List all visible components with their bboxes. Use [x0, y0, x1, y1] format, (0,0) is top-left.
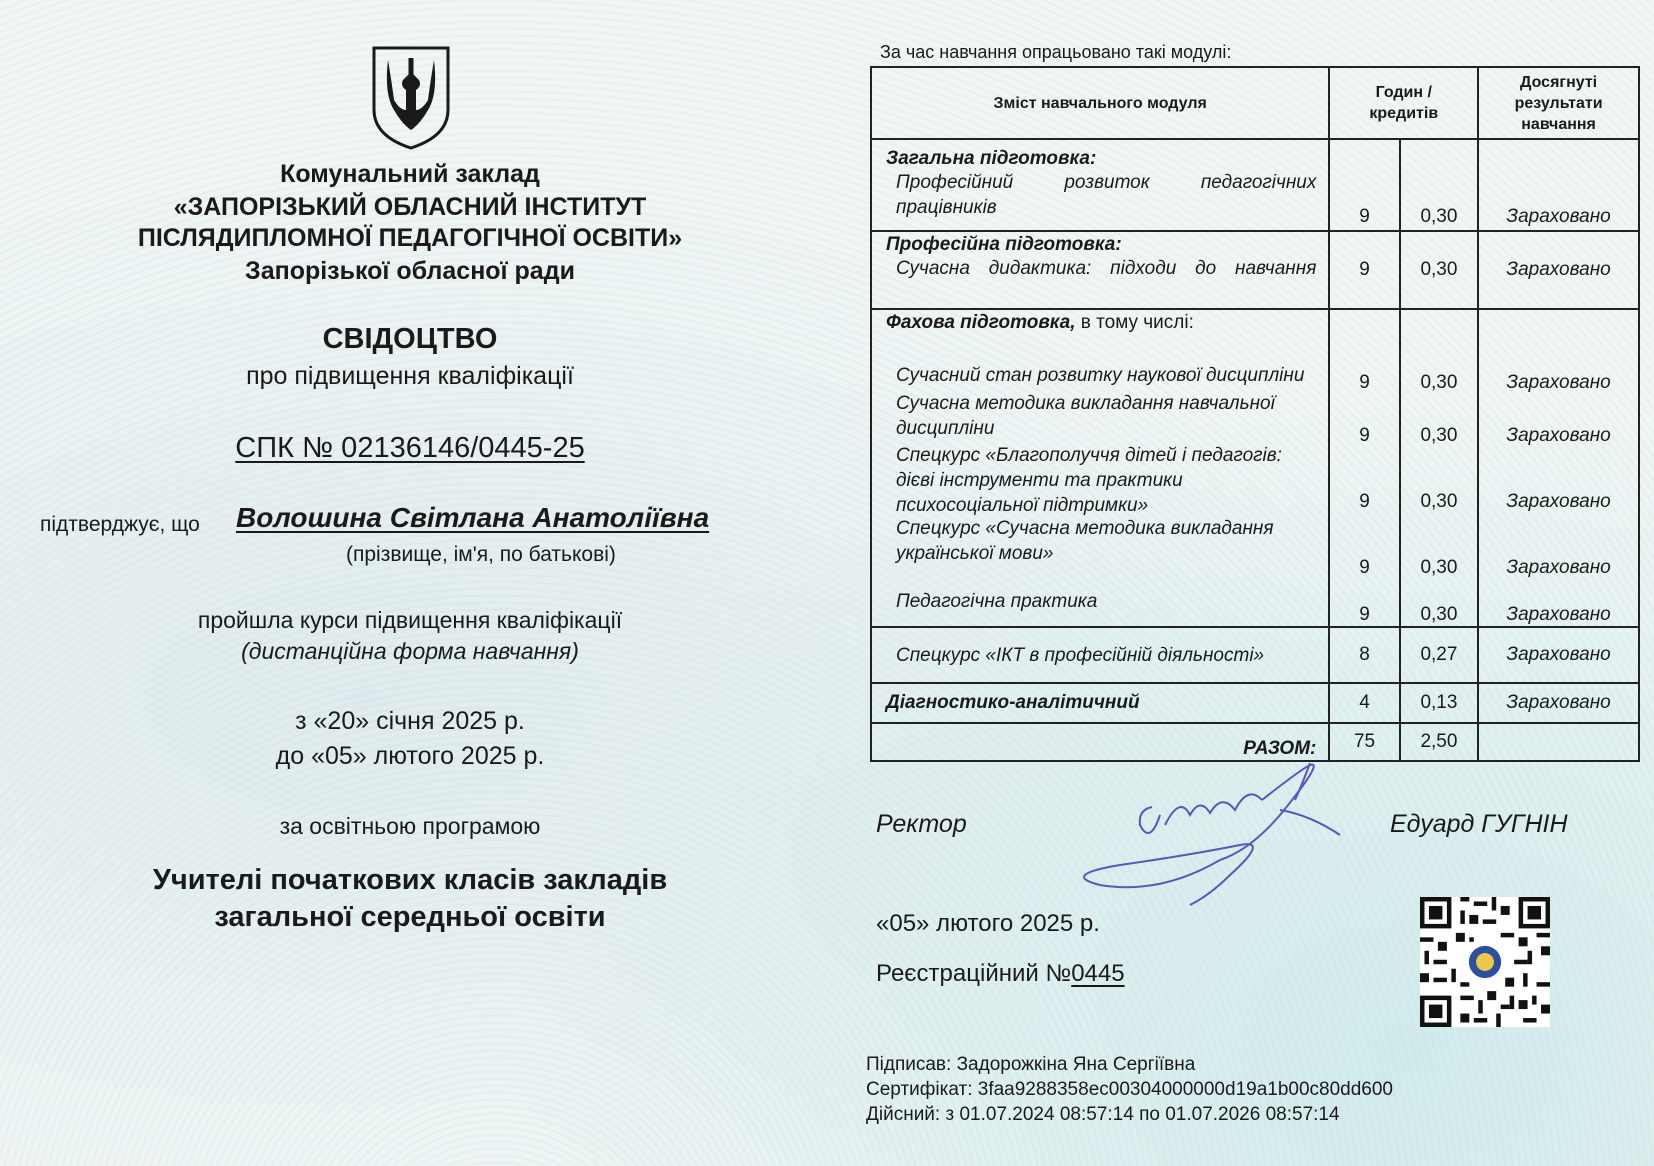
general-cell: [871, 139, 1329, 231]
modules-table: [870, 66, 1640, 762]
hours-cell: 4: [1329, 683, 1399, 723]
ict-cell: [871, 627, 1329, 683]
result-cell: Зараховано: [1478, 683, 1639, 723]
credits-cell: 0,30: [1400, 231, 1478, 309]
institution-line-1: Комунальний заклад: [280, 160, 540, 188]
esig-certificate: Сертифікат: 3faa9288358ec00304000000d19a1b00c80dd600: [866, 1079, 1393, 1100]
hours-value: 9: [1359, 425, 1370, 446]
module-professional-name: Сучасна дидактика: підходи до навчання: [896, 258, 1317, 279]
specialized-cell: [871, 309, 1329, 627]
credits-value: 0,30: [1420, 425, 1458, 446]
program-name-line-1: Учителі початкових класів закладів: [152, 864, 668, 896]
group-specialized-suffix: в тому числі:: [1075, 312, 1194, 333]
credits-value: 0,30: [1420, 557, 1458, 578]
electronic-signature-info: [866, 1052, 1393, 1127]
hours-cell: 9: [1329, 231, 1399, 309]
list-item: [872, 441, 1328, 518]
program-name-line-2: загальної середньої освіти: [214, 901, 606, 933]
hours-cell: 8: [1329, 627, 1399, 683]
result-value: Зараховано: [1506, 604, 1611, 625]
hours-value: 9: [1359, 557, 1370, 578]
hours-value: 9: [1359, 491, 1370, 512]
total-label: РАЗОМ:: [871, 723, 1329, 761]
credits-cell: 0,27: [1400, 627, 1478, 683]
hours-cell: 9: [1329, 139, 1399, 231]
date-to: до «05» лютого 2025 р.: [275, 742, 545, 770]
credits-cell: 0,13: [1400, 683, 1478, 723]
institution-line-2: «ЗАПОРІЗЬКИЙ ОБЛАСНИЙ ІНСТИТУТ: [173, 193, 647, 221]
credits-value: 0,30: [1420, 604, 1458, 625]
header-result-line-2: результати: [1514, 94, 1603, 112]
diagnostic-cell: [871, 683, 1329, 723]
rector-title: Ректор: [876, 810, 967, 838]
rector-name: Едуард ГУГНІН: [1390, 810, 1568, 838]
header-result-line-3: навчання: [1521, 115, 1596, 133]
module-general-name: Професійний розвиток педагогічних працівників: [896, 172, 1317, 218]
result-cell: Зараховано: [1478, 139, 1639, 231]
header-result-line-1: Досягнуті: [1520, 73, 1598, 91]
result-value: Зараховано: [1506, 425, 1611, 446]
list-item: [872, 518, 1328, 566]
table-row: [871, 231, 1639, 309]
certificate-subtitle: про підвищення кваліфікації: [246, 362, 574, 390]
esig-valid: Дійсний: з 01.07.2024 08:57:14 по 01.07.2026 08:57:14: [866, 1104, 1340, 1125]
result-cell: Зараховано: [1478, 231, 1639, 309]
confirms-text: підтверджує, що: [40, 513, 200, 536]
group-specialized-label: Фахова підготовка,: [886, 312, 1076, 333]
group-specialized: [872, 312, 1328, 334]
certificate-number: СПК № 02136146/0445-25: [235, 432, 585, 464]
institution-line-3: ПІСЛЯДИПЛОМНОЇ ПЕДАГОГІЧНОЇ ОСВІТИ»: [137, 224, 683, 252]
header-hours-line-2: кредитів: [1369, 105, 1439, 122]
header-hours: [1329, 67, 1478, 139]
program-label: за освітньою програмою: [279, 813, 541, 839]
module-name: Сучасний стан розвитку наукової дисципліни: [896, 365, 1305, 386]
list-item: [872, 388, 1328, 441]
credits-value: 0,30: [1420, 491, 1458, 512]
credits-cell: 0,30: [1400, 139, 1478, 231]
table-row: [871, 683, 1639, 723]
institution-line-4: Запорізької обласної ради: [245, 257, 575, 285]
certificate-title: СВІДОЦТВО: [322, 323, 498, 355]
sign-date: «05» лютого 2025 р.: [876, 910, 1100, 937]
result-value: Зараховано: [1506, 372, 1611, 393]
registration-block: [876, 960, 1125, 988]
result-cell: [1478, 309, 1639, 627]
registration-number: 0445: [1071, 960, 1125, 987]
header-hours-line-1: Годин /: [1375, 84, 1432, 101]
total-credits: 2,50: [1400, 723, 1478, 761]
table-row: [871, 139, 1639, 231]
module-diagnostic-name: Діагностико-аналітичний: [886, 692, 1140, 713]
handwritten-signature-icon: [1040, 755, 1400, 925]
modules-intro: За час навчання опрацьовано такі модулі:: [880, 42, 1232, 62]
module-name: Спецкурс «Благополуччя дітей і педагогів: дієві інструменти та практики психосоціальної підтримки»: [896, 445, 1282, 516]
hours-cell: [1329, 309, 1399, 627]
professional-cell: [871, 231, 1329, 309]
result-value: Зараховано: [1506, 491, 1611, 512]
credits-cell: [1400, 309, 1478, 627]
module-name: Педагогічна практика: [896, 591, 1098, 612]
completed-text: пройшла курси підвищення кваліфікації: [197, 607, 623, 633]
list-item: [872, 566, 1328, 614]
header-result: [1478, 67, 1639, 139]
certificate-number-block: [40, 432, 780, 465]
total-result-empty: [1478, 723, 1639, 761]
result-value: Зараховано: [1506, 557, 1611, 578]
credits-value: 0,30: [1420, 372, 1458, 393]
trident-coat-of-arms-icon: [370, 44, 452, 150]
registration-label: Реєстраційний №: [876, 960, 1072, 987]
header-content: Зміст навчального модуля: [871, 67, 1329, 139]
qr-code-icon: [1420, 897, 1550, 1027]
result-cell: Зараховано: [1478, 627, 1639, 683]
module-ict-name: Спецкурс «ІКТ в професійній діяльності»: [896, 644, 1265, 666]
table-row: [871, 627, 1639, 683]
module-name: Спецкурс «Сучасна методика викладання української мови»: [896, 518, 1274, 564]
total-hours: 75: [1329, 723, 1399, 761]
date-from: з «20» січня 2025 р.: [295, 707, 525, 735]
person-name: Волошина Світлана Анатоліївна: [236, 502, 710, 533]
hours-value: 9: [1359, 372, 1370, 393]
table-row: [871, 309, 1639, 627]
group-professional: Професійна підготовка:: [886, 234, 1122, 255]
specialized-items: [872, 334, 1328, 614]
hours-value: 9: [1359, 604, 1370, 625]
person-name-hint: (прізвище, ім'я, по батькові): [346, 543, 616, 566]
study-form: (дистанційна форма навчання): [241, 638, 579, 664]
esig-signed-by: Підписав: Задорожкіна Яна Сергіївна: [866, 1054, 1196, 1075]
list-item: [872, 334, 1328, 388]
group-general: Загальна підготовка:: [886, 148, 1097, 169]
module-name: Сучасна методика викладання навчальної дисципліни: [896, 393, 1275, 439]
table-header-row: [871, 67, 1639, 139]
